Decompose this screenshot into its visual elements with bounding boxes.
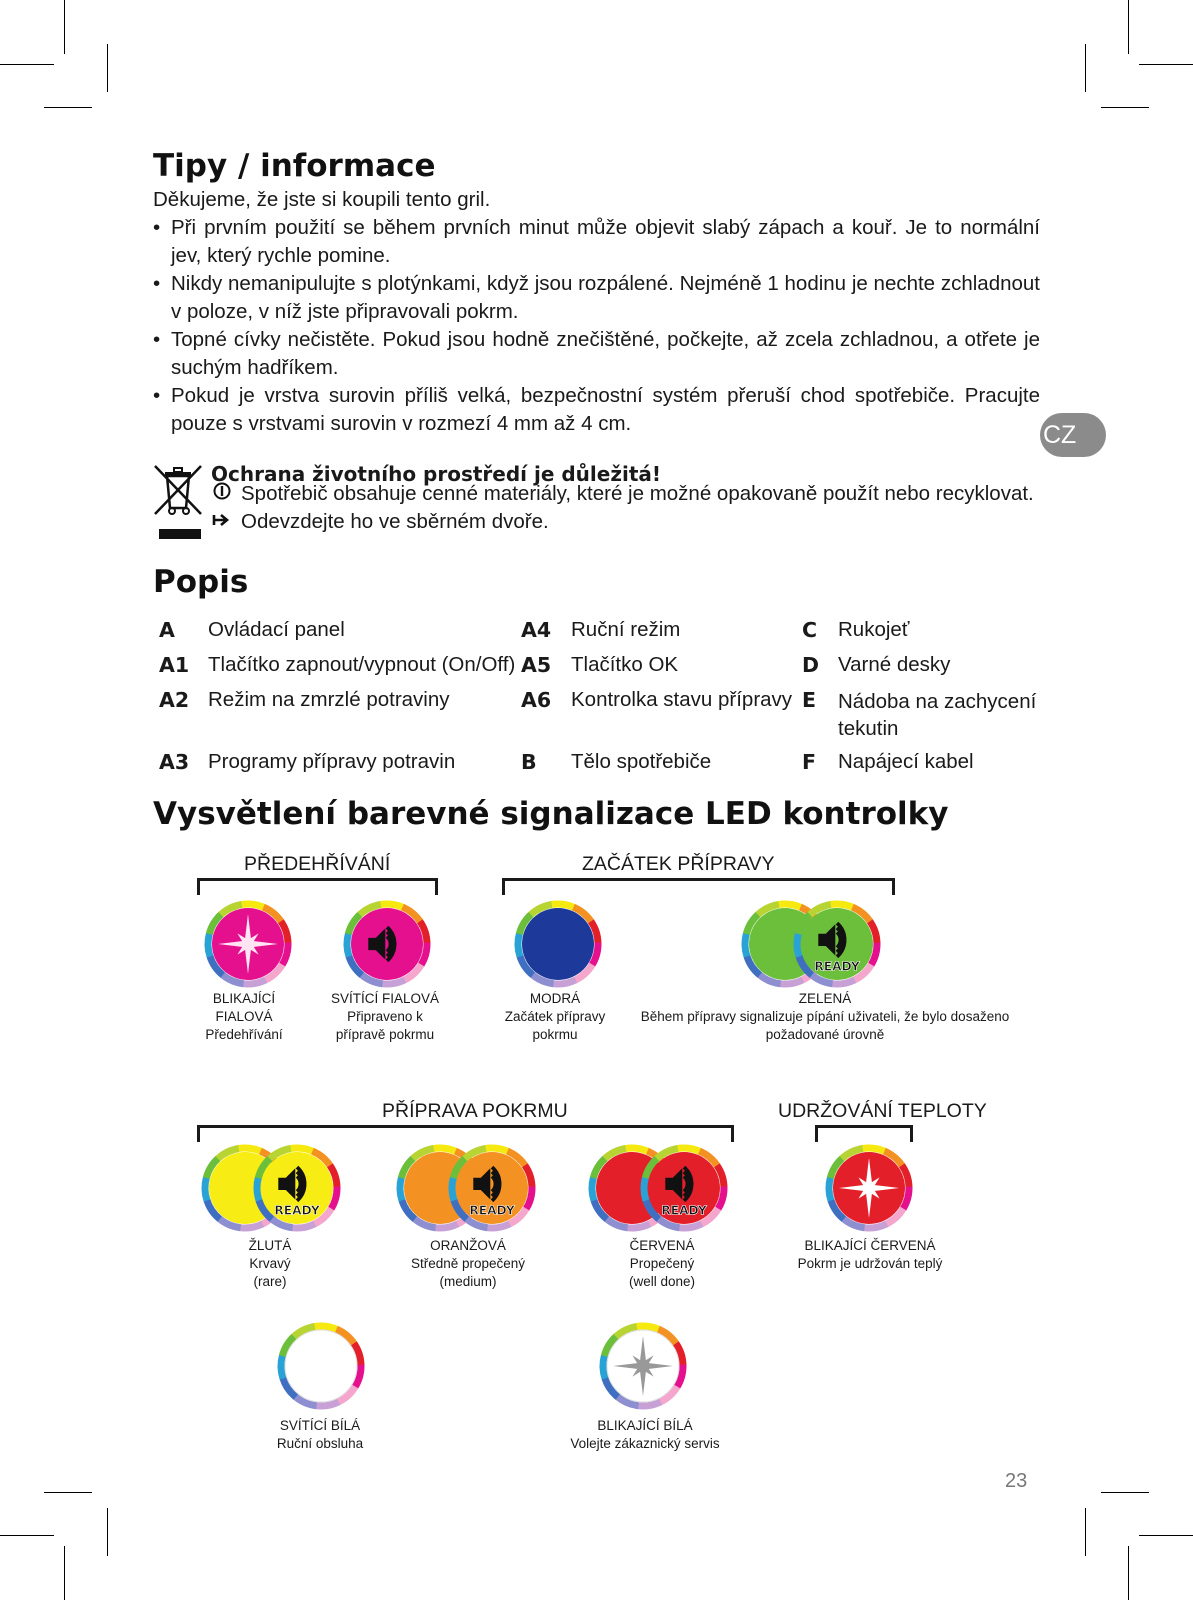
item-label: Kontrolka stavu přípravy: [571, 688, 793, 711]
red-ready-led-icon: [637, 1141, 731, 1235]
led-caption: ŽLUTÁ Krvavý (rare): [248, 1238, 292, 1289]
group-label: PŘÍPRAVA POKRMU: [382, 1100, 568, 1122]
item-label: Režim na zmrzlé potraviny: [208, 688, 450, 711]
blinking-red-led-icon: [822, 1141, 916, 1235]
item-key: A: [159, 618, 175, 642]
group-label: UDRŽOVÁNÍ TEPLOTY: [778, 1100, 987, 1122]
crop-mark: [1128, 0, 1129, 54]
tips-intro: Děkujeme, že jste si koupili tento gril.: [153, 188, 491, 211]
language-badge: CZ: [1040, 413, 1106, 457]
item-key: A1: [159, 653, 190, 677]
crop-mark: [1085, 44, 1086, 92]
blinking-purple-led-icon: [201, 897, 295, 991]
led-caption: ČERVENÁ Propečený (well done): [628, 1238, 696, 1289]
crop-mark: [1139, 64, 1193, 65]
item-key: A4: [521, 618, 552, 642]
item-key: D: [802, 653, 820, 677]
svg-text:READY: READY: [274, 1203, 320, 1218]
led-heading: Vysvětlení barevné signalizace LED kontrolky: [153, 796, 949, 832]
crop-mark: [44, 107, 92, 108]
item-label: Tlačítko zapnout/vypnout (On/Off): [208, 653, 516, 676]
item-label: Nádoba na zachycení tekutin: [838, 690, 1037, 740]
list-item: • Pokud je vrstva surovin příliš velká, bezpečnostní systém přeruší chod spotřebiče. Pracujte pouze s vrstvami surovin v rozmezí 4 mm až 4 cm.: [153, 382, 1040, 438]
crop-mark: [1101, 107, 1149, 108]
blinking-white-led-icon: [596, 1319, 690, 1413]
item-label: Programy přípravy potravin: [208, 750, 456, 773]
yellow-ready-led-icon: [250, 1141, 344, 1235]
crop-mark: [1139, 1535, 1193, 1536]
list-item: • Nikdy nemanipulujte s plotýnkami, když jsou rozpálené. Nejméně 1 hodinu je nechte zchladnout v poloze, v níž jste připravovali pokrm.: [153, 270, 1040, 326]
bin-underline-bar: [159, 529, 201, 539]
led-caption: BLIKAJÍCÍ ČERVENÁ Pokrm je udržován teplý: [797, 1238, 943, 1271]
list-item: • Topné cívky nečistěte. Pokud jsou hodně znečištěné, počkejte, až zcela zchladnou, a otřete je suchým hadříkem.: [153, 326, 1040, 382]
list-item: • Při prvním použití se během prvních minut může objevit slabý zápach a kouř. Je to normální jev, který rychle pomine.: [153, 214, 1040, 270]
group-bracket: [815, 1125, 913, 1142]
crossed-bin-icon: [153, 464, 203, 516]
tips-list: [153, 214, 1040, 438]
item-label: Tlačítko OK: [571, 653, 679, 676]
crop-mark: [64, 0, 65, 54]
environment-text-recycle: Spotřebič obsahuje cenné materiály, které je možné opakovaně použít nebo recyklovat.: [241, 482, 1034, 505]
svg-text:READY: READY: [661, 1203, 707, 1218]
description-heading: Popis: [153, 564, 249, 600]
item-key: A5: [521, 653, 552, 677]
item-label: Varné desky: [838, 653, 951, 676]
item-label: Rukojeť: [838, 618, 910, 641]
environment-text-dispose: Odevzdejte ho ve sběrném dvoře.: [241, 510, 549, 533]
tips-heading: Tipy / informace: [153, 148, 436, 184]
environment-title: Ochrana životního prostředí je důležitá!: [211, 462, 661, 486]
crop-mark: [1128, 1546, 1129, 1600]
led-caption: BLIKAJÍCÍ BÍLÁ Volejte zákaznický servis: [570, 1418, 720, 1451]
led-caption: MODRÁ Začátek přípravy pokrmu: [504, 991, 606, 1042]
crop-mark: [1101, 1492, 1149, 1493]
svg-text:READY: READY: [469, 1203, 515, 1218]
item-label: Tělo spotřebiče: [571, 750, 712, 773]
led-caption: BLIKAJÍCÍ FIALOVÁ Předehřívání: [205, 991, 283, 1042]
group-label: ZAČÁTEK PŘÍPRAVY: [582, 853, 775, 875]
group-bracket: [197, 878, 438, 895]
led-caption: ORANŽOVÁ Středně propečený (medium): [410, 1238, 526, 1289]
blue-led-icon: [511, 897, 605, 991]
crop-mark: [107, 44, 108, 92]
item-key: A2: [159, 688, 190, 712]
tips-section: [153, 186, 1040, 438]
crop-mark: [44, 1492, 92, 1493]
group-bracket: [197, 1125, 734, 1142]
item-key: A3: [159, 750, 190, 774]
group-bracket: [502, 878, 895, 895]
svg-text:READY: READY: [814, 959, 860, 974]
recycle-info-icon: [211, 482, 233, 506]
item-label: Napájecí kabel: [838, 750, 974, 773]
crop-mark: [1085, 1508, 1086, 1556]
crop-mark: [0, 1535, 54, 1536]
crop-mark: [0, 64, 54, 65]
steady-purple-led-icon: [340, 897, 434, 991]
orange-ready-led-icon: [445, 1141, 539, 1235]
item-key: B: [521, 750, 537, 774]
arrow-right-icon: [211, 510, 233, 534]
environment-line: [211, 482, 1034, 506]
environment-line: [211, 510, 549, 534]
led-caption: SVÍTÍCÍ FIALOVÁ Připraveno k přípravě pokrmu: [330, 991, 440, 1042]
steady-white-led-icon: [274, 1319, 368, 1413]
led-caption: ZELENÁ Během přípravy signalizuje pípání uživateli, že bylo dosaženo požadované úrovně: [640, 991, 1010, 1042]
group-label: PŘEDEHŘÍVÁNÍ: [244, 853, 391, 875]
crop-mark: [64, 1546, 65, 1600]
led-caption: SVÍTÍCÍ BÍLÁ Ruční obsluha: [276, 1418, 364, 1451]
item-label: Ovládací panel: [208, 618, 345, 641]
item-key: A6: [521, 688, 552, 712]
item-key: F: [802, 750, 817, 774]
item-key: E: [802, 688, 817, 712]
item-key: C: [802, 618, 818, 642]
page-number: 23: [1005, 1470, 1028, 1492]
green-ready-led-icon: [790, 897, 884, 991]
crop-mark: [107, 1508, 108, 1556]
item-label: Ruční režim: [571, 618, 681, 641]
